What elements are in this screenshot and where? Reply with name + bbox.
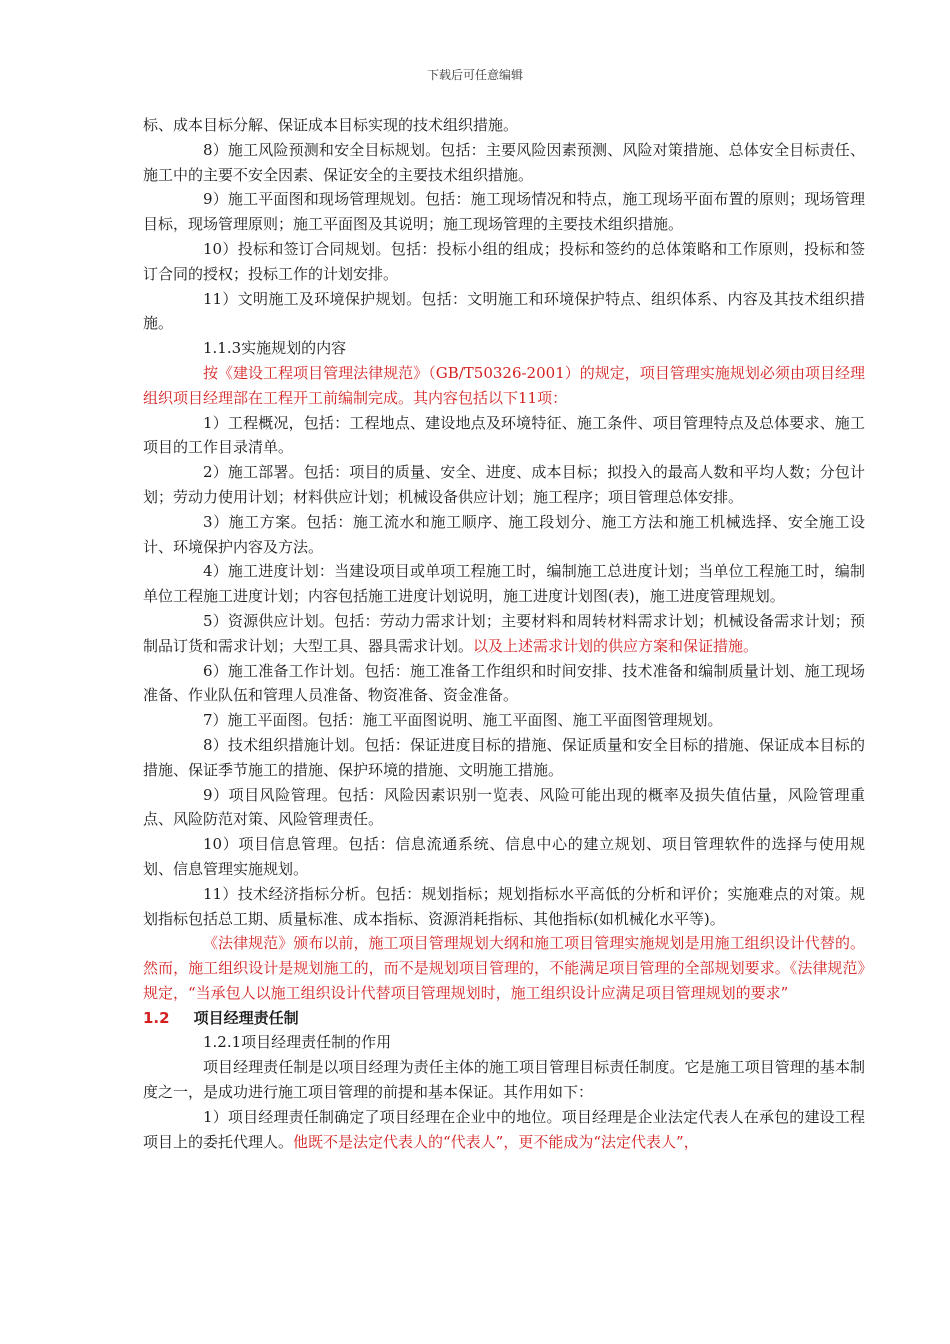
paragraph: 10）投标和签订合同规划。包括：投标小组的组成；投标和签约的总体策略和工作原则，投标和签订合同的授权；投标工作的计划安排。	[143, 239, 865, 283]
paragraph: 10）项目信息管理。包括：信息流通系统、信息中心的建立规划、项目管理软件的选择与使用规划、信息管理实施规划。	[143, 835, 865, 878]
highlighted-text: 他既不是法定代表人的“代表人”，更不能成为“法定代表人”，	[293, 1132, 699, 1151]
section-heading-1-1-3: 1.1.3实施规划的内容	[203, 339, 347, 358]
paragraph: 9）项目风险管理。包括：风险因素识别一览表、风险可能出现的概率及损失值估量，风险管理重点、风险防范对策、风险管理责任。	[143, 785, 865, 829]
section-heading-1-2	[143, 1006, 865, 1031]
highlighted-text: 以及上述需求计划的供应方案和保证措施。	[473, 636, 759, 655]
section-number: 1.2	[143, 1008, 170, 1027]
paragraph: 8）技术组织措施计划。包括：保证进度目标的措施、保证质量和安全目标的措施、保证成本目标的措施、保证季节施工的措施、保护环境的措施、文明施工措施。	[143, 735, 865, 779]
paragraph: 3）施工方案。包括：施工流水和施工顺序、施工段划分、施工方法和施工机械选择、安全施工设计、环境保护内容及方法。	[143, 512, 865, 556]
paragraph-highlighted: 《法律规范》颁布以前，施工项目管理规划大纲和施工项目管理实施规划是用施工组织设计代替的。然而，施工组织设计是规划施工的，而不是规划项目管理的，不能满足项目管理的全部规划要求。《法律规范》规定，“当承包人以施工组织设计代替项目管理规划时，施工组织设计应满足项目管理规划的要求”	[143, 934, 865, 1002]
paragraph: 6）施工准备工作计划。包括：施工准备工作组织和时间安排、技术准备和编制质量计划、施工现场准备、作业队伍和管理人员准备、物资准备、资金准备。	[143, 661, 865, 705]
paragraph: 2）施工部署。包括：项目的质量、安全、进度、成本目标；拟投入的最高人数和平均人数；分包计划；劳动力使用计划；材料供应计划；机械设备供应计划；施工程序；项目管理总体安排。	[143, 463, 865, 506]
paragraph: 1）工程概况，包括：工程地点、建设地点及环境特征、施工条件、项目管理特点及总体要求、施工项目的工作目录清单。	[143, 413, 865, 457]
paragraph	[143, 609, 865, 659]
paragraph	[143, 1105, 865, 1155]
paragraph: 标、成本目标分解、保证成本目标实现的技术组织措施。	[143, 116, 519, 134]
paragraph: 11）文明施工及环境保护规划。包括：文明施工和环境保护特点、组织体系、内容及其技术组织措施。	[143, 289, 865, 333]
paragraph: 11）技术经济指标分析。包括：规划指标；规划指标水平高低的分析和评价；实施难点的对策。规划指标包括总工期、质量标准、成本指标、资源消耗指标、其他指标(如机械化水平等)。	[143, 884, 865, 928]
page-header: 下载后可任意编辑	[426, 68, 523, 82]
paragraph: 4）施工进度计划：当建设项目或单项工程施工时，编制施工总进度计划；当单位工程施工时，编制单位工程施工进度计划；内容包括施工进度计划说明，施工进度计划图(表)，施工进度管理规划。	[143, 562, 865, 606]
section-heading-1-2-1: 1.2.1项目经理责任制的作用	[203, 1033, 392, 1052]
paragraph: 项目经理责任制是以项目经理为责任主体的施工项目管理目标责任制度。它是施工项目管理的基本制度之一，是成功进行施工项目管理的前提和基本保证。其作用如下：	[143, 1058, 865, 1102]
section-title: 项目经理责任制	[193, 1008, 299, 1027]
paragraph: 7）施工平面图。包括：施工平面图说明、施工平面图、施工平面图管理规划。	[203, 711, 723, 730]
paragraph: 8）施工风险预测和安全目标规划。包括：主要风险因素预测、风险对策措施、总体安全目标责任、施工中的主要不安全因素、保证安全的主要技术组织措施。	[143, 140, 865, 184]
paragraph-text: 1）项目经理责任制确定了项目经理在企业中的地位。项目经理是企业法定代表人在承包的建设工程项目上的委托代理人。	[143, 1107, 865, 1151]
paragraph-text: 5）资源供应计划。包括：劳动力需求计划；主要材料和周转材料需求计划；机械设备需求计划；预制品订货和需求计划；大型工具、器具需求计划。	[143, 611, 865, 655]
document-body	[143, 113, 865, 1154]
paragraph-highlighted: 按《建设工程项目管理法律规范》（GB/T50326-2001）的规定，项目管理实施规划必须由项目经理组织项目经理部在工程开工前编制完成。其内容包括以下11项：	[143, 363, 865, 407]
paragraph: 9）施工平面图和现场管理规划。包括：施工现场情况和特点，施工现场平面布置的原则；现场管理目标，现场管理原则；施工平面图及其说明；施工现场管理的主要技术组织措施。	[143, 190, 865, 234]
